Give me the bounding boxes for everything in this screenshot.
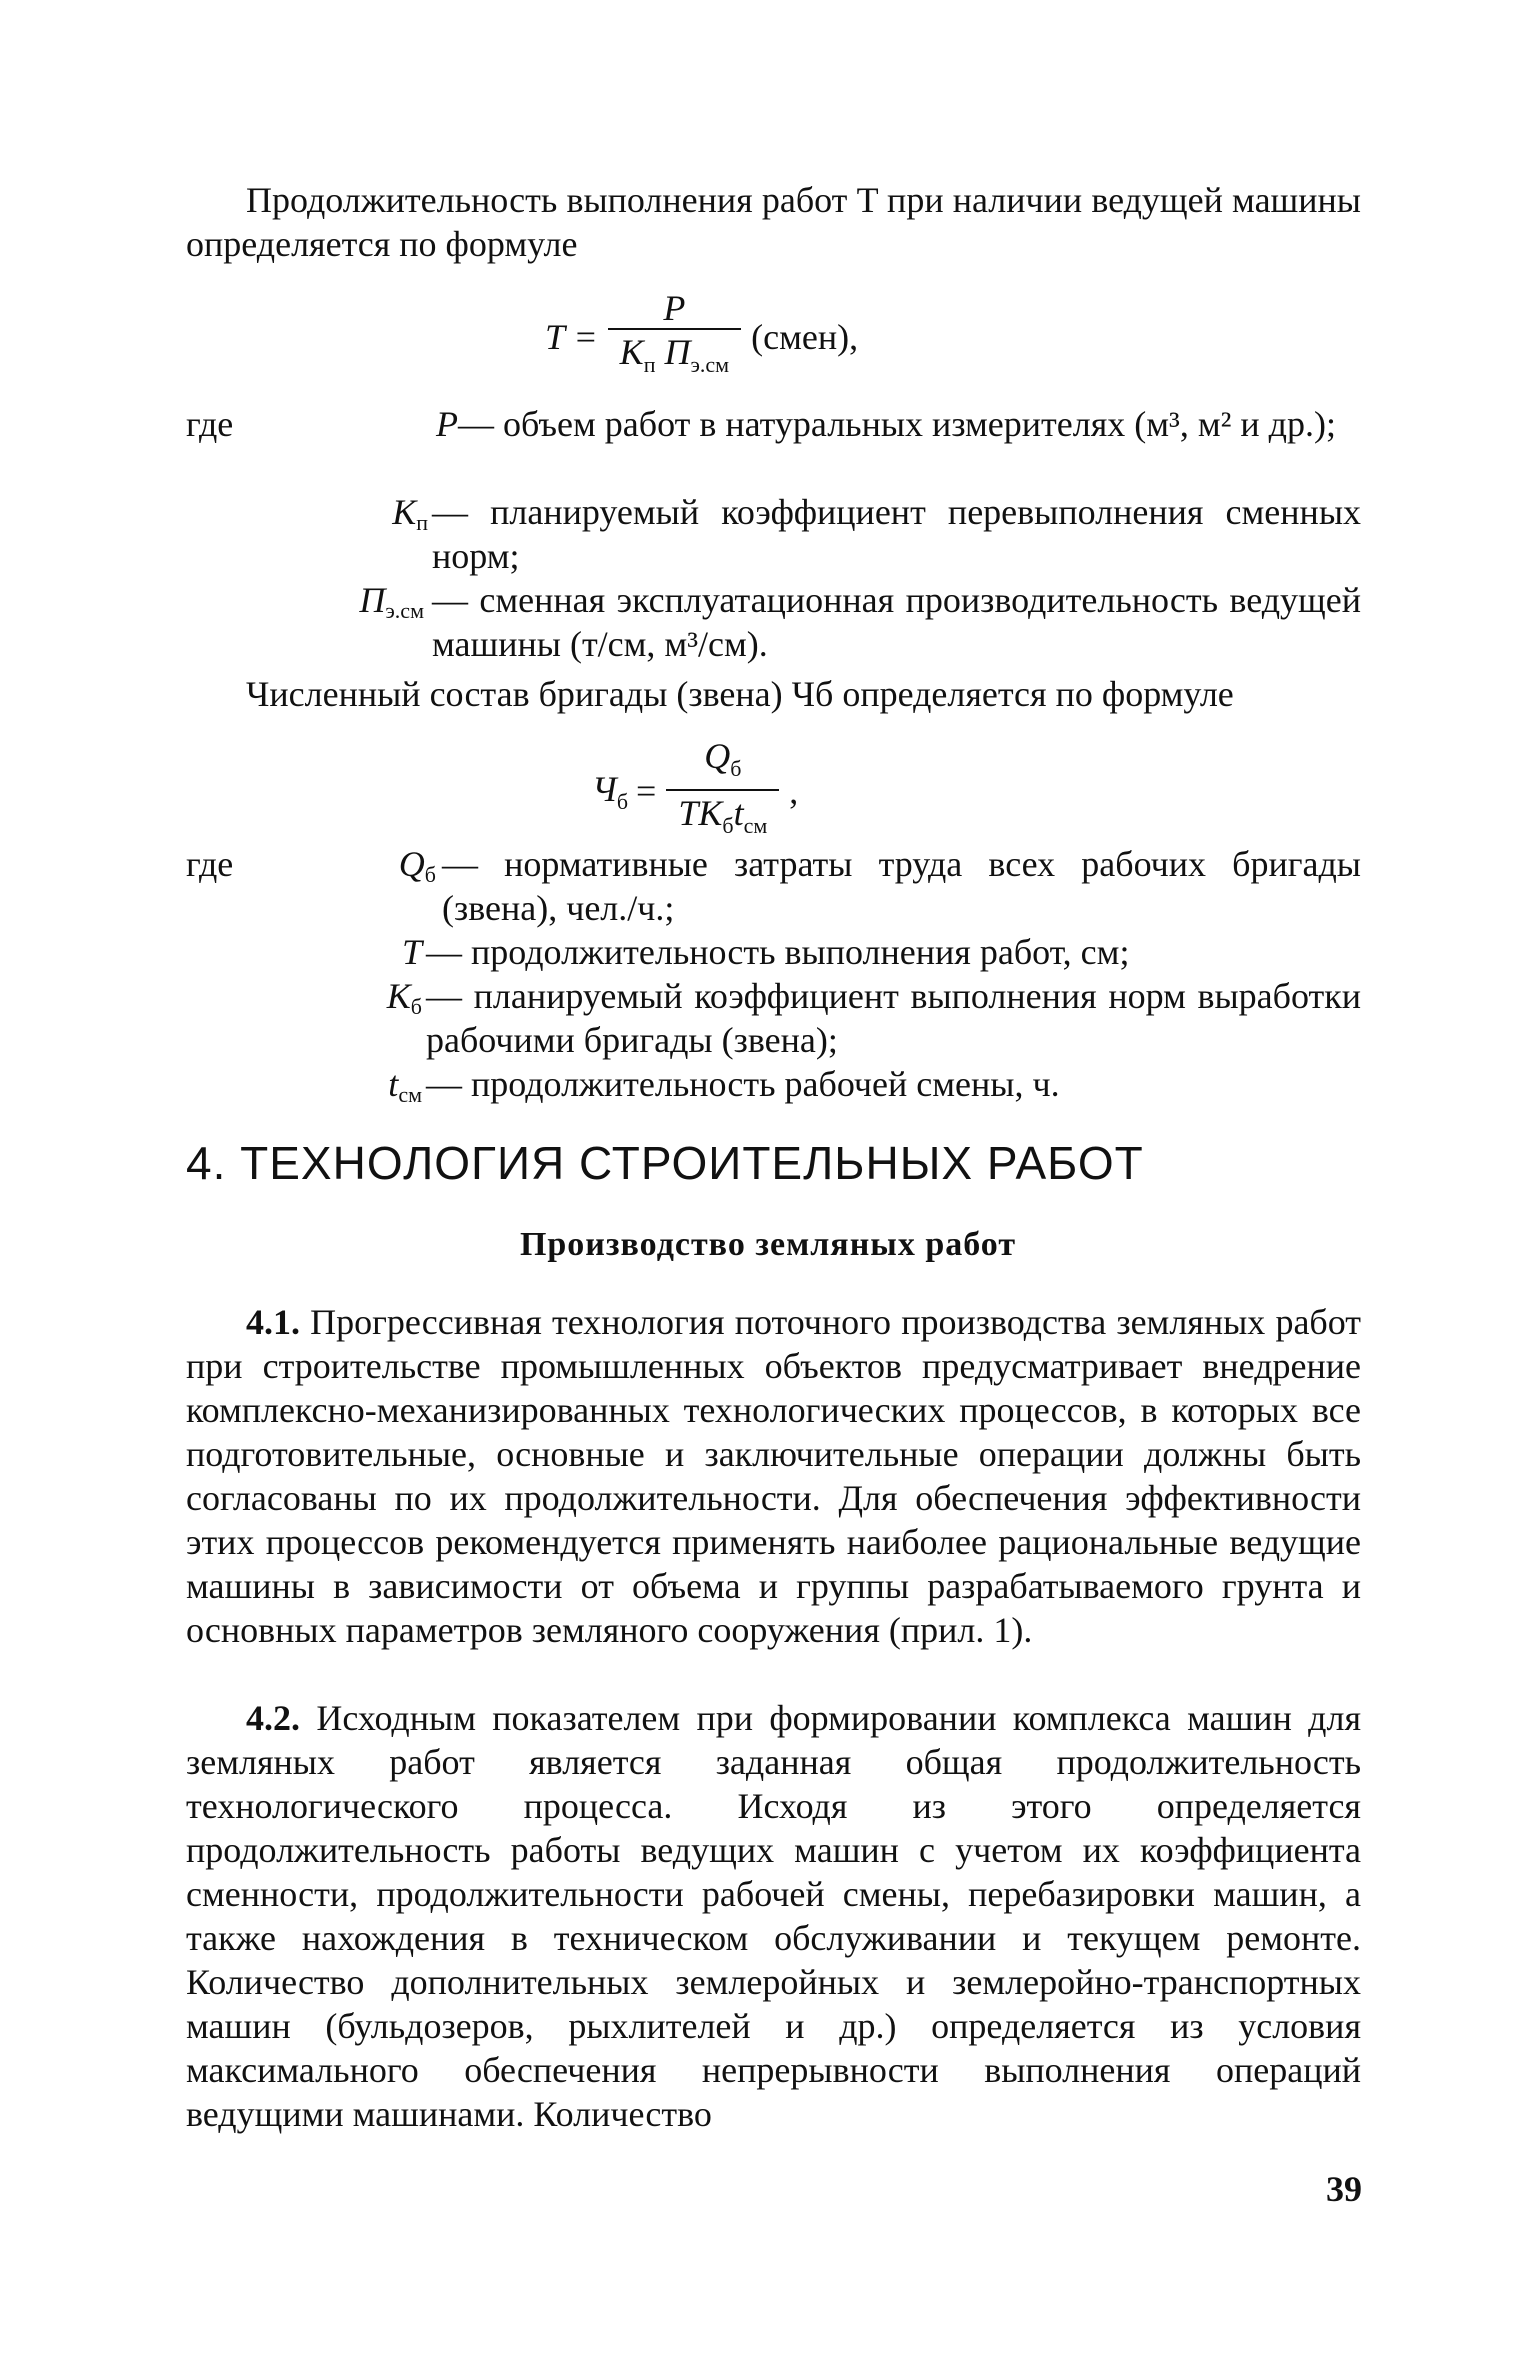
definition-symbol: T <box>401 932 422 972</box>
definition-symbol: $П_{э.см}$ <box>359 580 424 623</box>
paragraph-number: 4.1. <box>246 1302 300 1342</box>
formula-suffix: (смен), <box>751 316 859 357</box>
definition-item <box>186 930 1361 974</box>
brigade-paragraph: Численный состав бригады (звена) Чб определяется по формуле <box>246 674 1234 714</box>
formula-lhs: T = <box>545 316 598 357</box>
definition-text: — нормативные затраты труда всех рабочих бригады (звена), чел./ч.; <box>442 844 1361 928</box>
intro-paragraph: Продолжительность выполнения работ T при наличии ведущей машины определяется по формуле <box>186 180 1361 264</box>
definition-text: — планируемый коэффициент выполнения норм выработки рабочими бригады (звена); <box>426 976 1361 1060</box>
page-number: 39 <box>1326 2169 1362 2209</box>
subsection-heading: Производство земляных работ <box>519 1226 1017 1263</box>
definition-text: — объем работ в натуральных измерителях (м³, м² и др.); <box>458 404 1336 444</box>
where-label: где <box>186 844 234 884</box>
formula-denominator <box>608 328 741 385</box>
definition-item <box>186 842 1361 930</box>
paragraph-number: 4.2. <box>246 1698 300 1738</box>
paragraph-4-2 <box>186 1696 1361 2136</box>
formula-brigade <box>592 736 798 846</box>
section-heading: 4. ТЕХНОЛОГИЯ СТРОИТЕЛЬНЫХ РАБОТ <box>186 1137 1144 1189</box>
denominator-p-sub: э.см <box>690 352 730 377</box>
denominator-p: П <box>664 332 691 372</box>
formula-equals: = <box>636 771 657 811</box>
definition-text: — планируемый коэффициент перевыполнения сменных норм; <box>432 492 1361 576</box>
formula-suffix: , <box>789 771 799 811</box>
definition-item <box>186 1062 1361 1106</box>
paragraph-4-1 <box>186 1300 1361 1652</box>
formula-fraction <box>608 288 741 385</box>
formula-fraction <box>666 736 779 846</box>
definition-item <box>186 974 1361 1062</box>
definition-item <box>186 490 1361 578</box>
denominator-k-sub: п <box>643 352 656 377</box>
definition-symbol: $Q_б$ <box>398 844 436 887</box>
formula-denominator: $TK_бt_{см}$ <box>666 789 779 846</box>
definition-symbol: P <box>436 404 458 444</box>
where-label: где <box>186 404 234 444</box>
definition-text: — сменная эксплуатационная производительность ведущей машины (т/см, м³/см). <box>432 580 1361 664</box>
definition-symbol: $K_б$ <box>386 976 422 1019</box>
formula-numerator: P <box>663 288 686 328</box>
definition-symbol: $t_{см}$ <box>388 1064 422 1107</box>
definition-symbol: $K_п$ <box>392 492 428 535</box>
definition-item <box>186 578 1361 666</box>
formula-numerator: $Q_б$ <box>704 736 742 781</box>
definition-item <box>186 402 1361 490</box>
paragraph-text: Исходным показателем при формировании комплекса машин для земляных работ является заданная общая продолжительность технологического процесса. Исходя из этого определяется продолжительность работы ведущих машин с учетом их коэффициента сменности, продолжительности рабочей смены, перебазировки машин, а также нахождения в техническом обслуживании и текущем ремонте. Количество дополнительных землеройных и землеройно-транспортных машин (бульдозеров, рыхлителей и др.) определяется из условия максимального обеспечения непрерывности выполнения операций ведущими машинами. Количество <box>186 1698 1362 2134</box>
paragraph-text: Прогрессивная технология поточного производства земляных работ при строительстве промышленных объектов предусматривает внедрение комплексно-механизированных технологических процессов, в которых все подготовительные, основные и заключительные операции должны быть согласованы по их продолжительности. Для обеспечения эффективности этих процессов рекомендуется применять наиболее рациональные ведущие машины в зависимости от объема и группы разрабатываемого грунта и основных параметров земляного сооружения (прил. 1). <box>186 1302 1362 1650</box>
formula-lhs: $Ч_б$ <box>592 768 629 814</box>
definition-text: — продолжительность выполнения работ, см; <box>426 932 1130 972</box>
denominator-k: K <box>619 332 644 372</box>
formula-duration <box>545 288 858 385</box>
definition-text: — продолжительность рабочей смены, ч. <box>426 1064 1060 1104</box>
